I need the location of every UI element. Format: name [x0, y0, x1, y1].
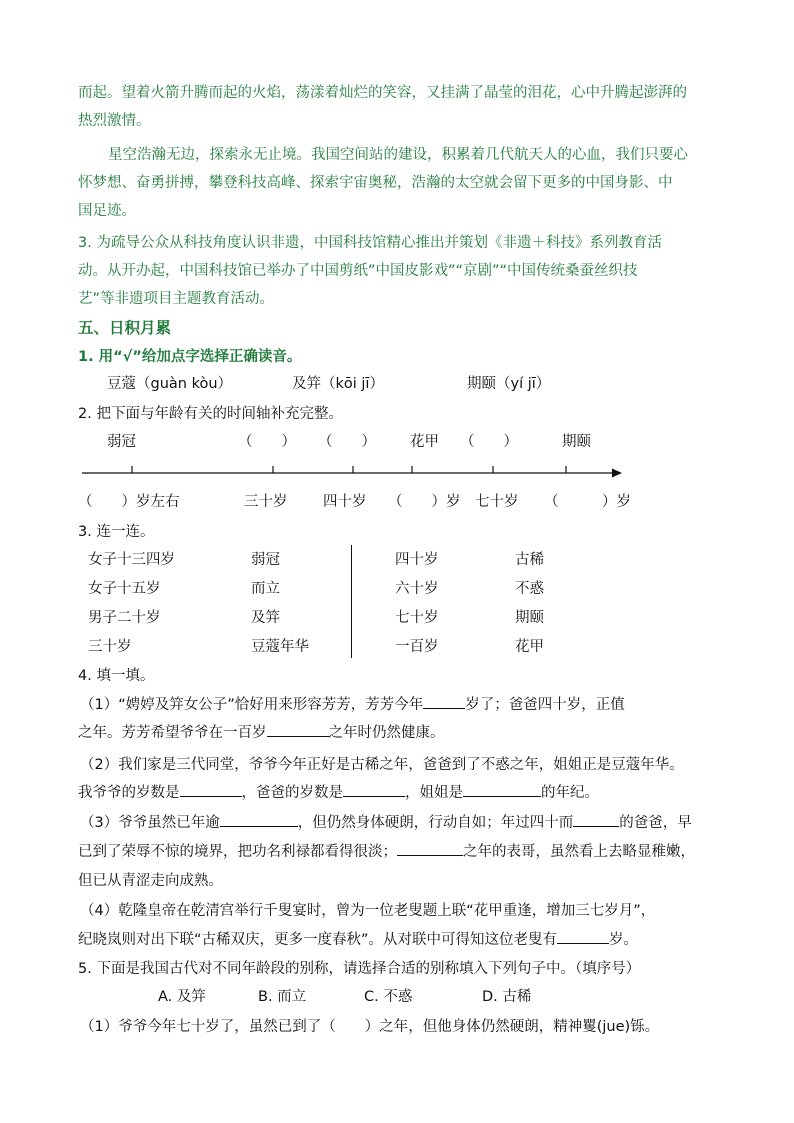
passage-line: 热烈激情。	[78, 113, 151, 129]
passage-line: 星空浩瀚无边，探索永无止境。我国空间站的建设，积累着几代航天人的心血，我们只要心	[108, 147, 688, 163]
q5-option: C. 不惑	[364, 989, 413, 1005]
q1-item: 及笄（kōi jī）	[292, 376, 384, 392]
question-3-line: 艺”等非遗项目主题教育活动。	[78, 291, 275, 307]
timeline-bottom-label: 四十岁	[323, 494, 367, 510]
match-right-name: 期颐	[515, 610, 544, 626]
match-divider	[351, 545, 352, 658]
section-title: 五、日积月累	[78, 319, 172, 337]
q5-option: A. 及笄	[158, 989, 206, 1005]
q4-sentence-1-cont: 之年。芳芳希望爷爷在一百岁 之年时仍然健康。	[78, 721, 445, 742]
question-3-line: 动。从开办起，中国科技馆已举办了中国剪纸”中国皮影戏”“京剧”“中国传统桑蚕丝织技	[78, 263, 638, 279]
match-left-name: 豆蔻年华	[251, 639, 309, 655]
q5-option: D. 古稀	[482, 989, 532, 1005]
q4-sentence-1: （1）“娉婷及笄女公子”恰好用来形容芳芳，芳芳今年 岁了；爸爸四十岁，正值	[80, 693, 625, 714]
answer-blank[interactable]	[557, 929, 609, 944]
match-right-name: 古稀	[515, 552, 544, 568]
answer-blank[interactable]	[463, 782, 541, 797]
timeline-bottom-label: 三十岁	[244, 494, 288, 510]
q4-prompt: 4. 填一填。	[78, 668, 155, 684]
timeline-top-blank: （ ）	[318, 434, 376, 450]
q4-sentence-3-cont: 已到了荣辱不惊的境界，把功名利禄都看得很淡； 之年的表哥，虽然看上去略显稚嫩，	[78, 840, 695, 861]
match-left-age: 三十岁	[88, 639, 132, 655]
q3-prompt: 3. 连一连。	[78, 524, 155, 540]
match-right-age: 七十岁	[395, 610, 439, 626]
answer-blank[interactable]	[220, 812, 298, 827]
answer-blank[interactable]	[397, 841, 463, 856]
match-left-age: 女子十五岁	[88, 581, 161, 597]
timeline-bottom-label: （ ）岁	[388, 494, 461, 510]
timeline-bottom-label: （ ）岁	[544, 494, 631, 510]
timeline-top-label: 弱冠	[107, 434, 136, 450]
q2-prompt: 2. 把下面与年龄有关的时间轴补充完整。	[78, 406, 343, 422]
timeline-top-label: 花甲	[410, 434, 439, 450]
q5-option: B. 而立	[258, 989, 307, 1005]
q4-sentence-2-cont: 我爷爷的岁数是 ，爸爸的岁数是 ，姐姐是 的年纪。	[78, 781, 599, 802]
answer-blank[interactable]	[267, 722, 329, 737]
arrow-right-icon	[612, 469, 622, 478]
match-right-age: 六十岁	[395, 581, 439, 597]
q4-sentence-4: （4）乾隆皇帝在乾清宫举行千叟宴时，曾为一位老叟题上联“花甲重逢，增加三七岁月”，	[80, 903, 656, 919]
timeline-top-blank: （ ）	[460, 434, 518, 450]
match-left-name: 及笄	[251, 610, 280, 626]
passage-line: 怀梦想、奋勇拼搏，攀登科技高峰、探索宇宙奥秘，浩瀚的太空就会留下更多的中国身影、中	[78, 175, 673, 191]
q1-prompt: 1. 用“√”给加点字选择正确读音。	[78, 349, 302, 365]
match-left-name: 弱冠	[251, 552, 280, 568]
timeline-top-label: 期颐	[562, 434, 591, 450]
match-right-age: 一百岁	[395, 639, 439, 655]
q4-sentence-2: （2）我们家是三代同堂，爷爷今年正好是古稀之年，爸爸到了不惑之年，姐姐正是豆蔻年华。	[80, 757, 684, 773]
q4-sentence-3-end: 但已从青涩走向成熟。	[78, 873, 223, 889]
q4-sentence-4-cont: 纪晓岚则对出下联“古稀双庆，更多一度春秋”。从对联中可得知这位老叟有 岁。	[78, 928, 638, 949]
answer-blank[interactable]	[573, 812, 619, 827]
q5-sentence-1: （1）爷爷今年七十岁了，虽然已到了（ ）之年，但他身体仍然硬朗，精神矍(jue)铄。	[80, 1019, 660, 1035]
answer-blank[interactable]	[343, 782, 405, 797]
q1-item: 豆蔻（guàn kòu）	[107, 376, 233, 392]
q4-sentence-3: （3）爷爷虽然已年逾 ，但仍然身体硬朗，行动自如；年过四十而 的爸爸，早	[80, 811, 692, 832]
answer-blank[interactable]	[423, 694, 465, 709]
answer-blank[interactable]	[180, 782, 242, 797]
q1-item: 期颐（yí jī）	[467, 376, 551, 392]
timeline-bottom-label: （ ）岁左右	[78, 494, 180, 510]
match-left-age: 男子二十岁	[88, 610, 161, 626]
question-3-line: 3. 为疏导公众从科技角度认识非遗，中国科技馆精心推出并策划《非遗＋科技》系列教育活	[78, 235, 662, 251]
q5-prompt: 5. 下面是我国古代对不同年龄段的别称，请选择合适的别称填入下列句子中。（填序号）	[78, 961, 641, 977]
match-right-name: 不惑	[515, 581, 544, 597]
timeline-top-blank: （ ）	[238, 434, 296, 450]
match-right-age: 四十岁	[395, 552, 439, 568]
timeline-bottom-label: 七十岁	[475, 494, 519, 510]
match-left-age: 女子十三四岁	[88, 552, 175, 568]
passage-line: 国足迹。	[78, 203, 136, 219]
match-left-name: 而立	[251, 581, 280, 597]
match-right-name: 花甲	[515, 639, 544, 655]
passage-line: 而起。望着火箭升腾而起的火焰，荡漾着灿烂的笑容，又挂满了晶莹的泪花，心中升腾起澎湃的	[78, 85, 687, 101]
